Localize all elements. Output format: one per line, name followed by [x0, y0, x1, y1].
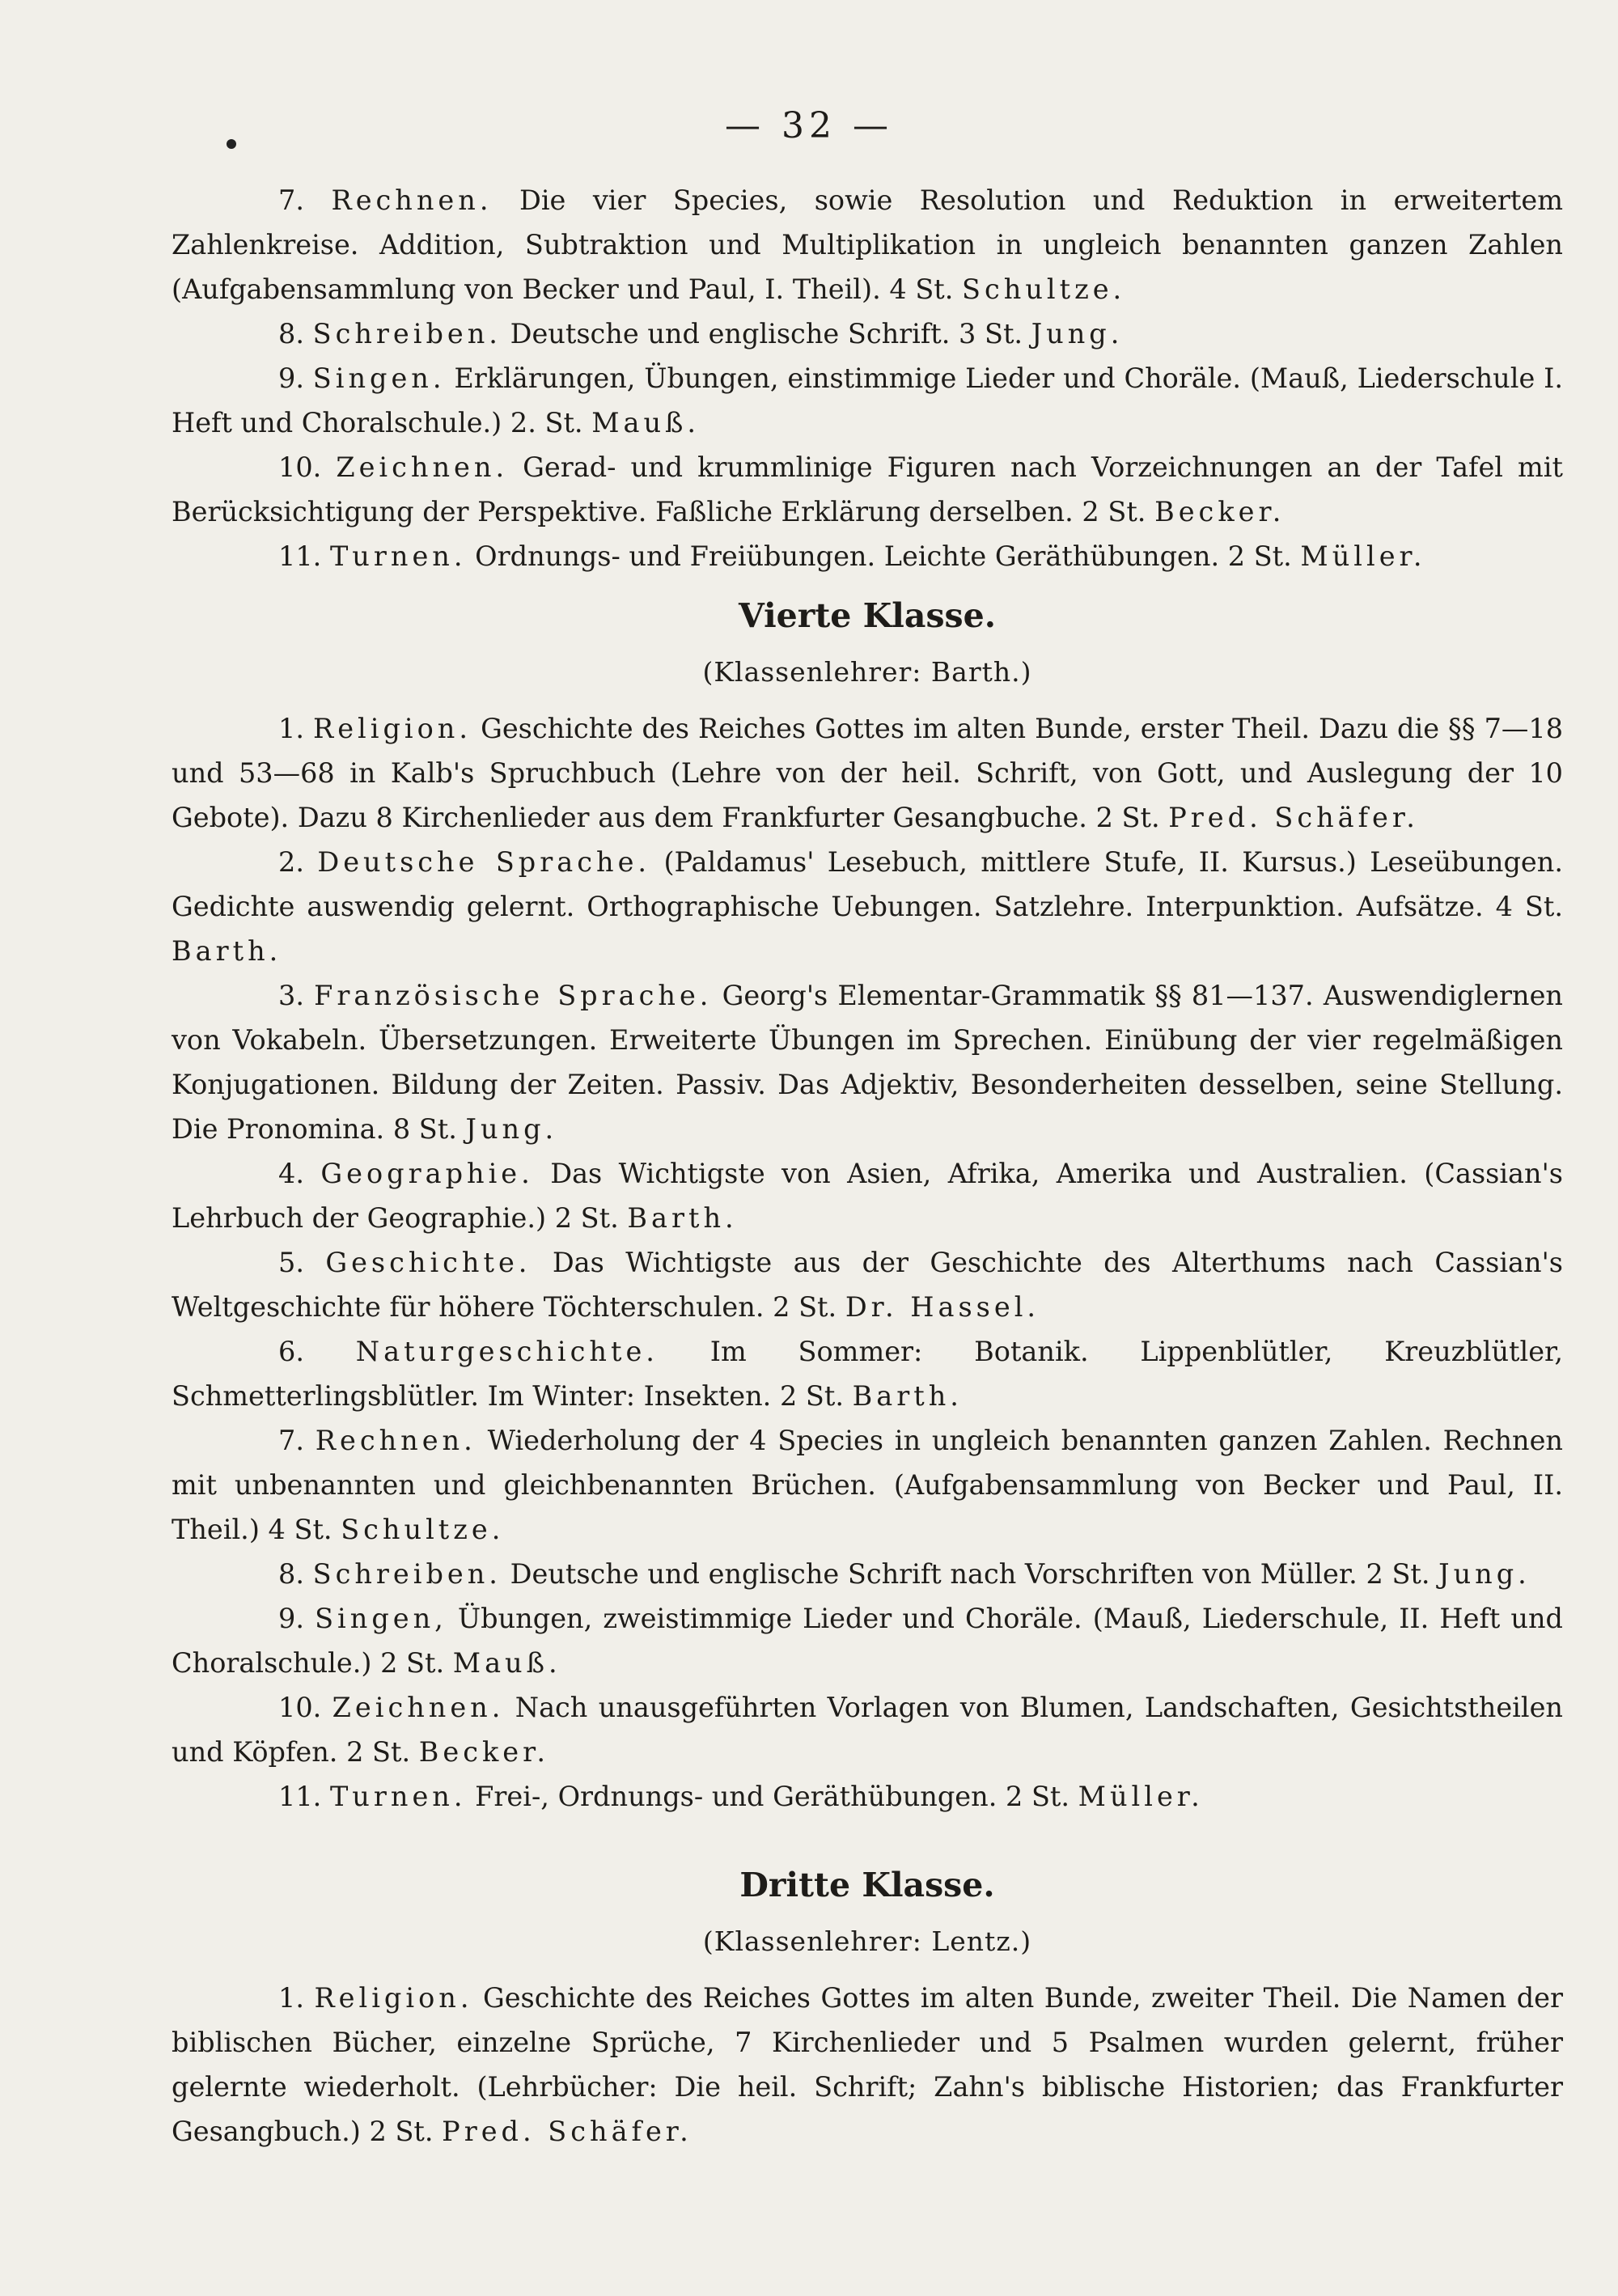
teacher: Barth.	[172, 935, 282, 967]
page-number: — 32 —	[725, 105, 893, 146]
text-run: 9.	[278, 1603, 304, 1634]
text-run: Deutsche und englische Schrift nach Vorschriften von Müller. 2 St.	[510, 1558, 1439, 1590]
course-paragraph	[172, 1976, 1563, 2154]
course-paragraph	[172, 1596, 1563, 1685]
text-run: Erklärungen, Übungen, einstimmige Lieder und Choräle. (Mauß, Liederschule I. Heft und Choralschule.) 2. St.	[172, 362, 1563, 438]
text-run: Frei-, Ordnungs- und Geräthübungen. 2 St.	[475, 1781, 1078, 1812]
text-run: Das Wichtigste von Asien, Afrika, Amerika und Australien. (Cassian's Lehrbuch der Geographie.) 2 St.	[172, 1158, 1563, 1234]
teacher: Dr. Hassel.	[845, 1291, 1040, 1323]
course-paragraph	[172, 1240, 1563, 1329]
text-run: Im Sommer: Botanik. Lippenblütler, Kreuzblütler, Schmetterlingsblütler. Im Winter: Insekten. 2 St.	[172, 1336, 1564, 1412]
text-run: Nach unausgeführten Vorlagen von Blumen, Landschaften, Gesichtstheilen und Köpfen. 2 St.	[172, 1692, 1564, 1768]
text-run: 8.	[278, 1558, 304, 1590]
ink-dot	[227, 139, 236, 149]
subject: Zeichnen.	[332, 1692, 505, 1723]
course-paragraph	[172, 1329, 1563, 1418]
course-paragraph	[172, 311, 1563, 356]
course-paragraph	[172, 356, 1563, 445]
teacher: Jung.	[465, 1113, 558, 1145]
course-paragraph	[172, 840, 1563, 973]
section-previous-class	[172, 178, 1563, 578]
subject: Religion.	[313, 713, 472, 744]
subject: Singen,	[315, 1603, 447, 1634]
text-run: 5.	[278, 1247, 304, 1278]
teacher: Mauß.	[591, 407, 701, 438]
subject: Rechnen.	[315, 1425, 477, 1456]
course-paragraph	[172, 534, 1563, 578]
section-dritte-klasse	[172, 1861, 1563, 2154]
subject: Zeichnen.	[336, 451, 509, 483]
subject: Naturgeschichte.	[355, 1336, 659, 1367]
text-run: (Paldamus' Lesebuch, mittlere Stufe, II. Kursus.) Leseübungen. Gedichte auswendig gelernt. Orthographische Uebungen. Satzlehre. Interpunktion. Aufsätze. 4 St.	[172, 846, 1563, 922]
text-run: 6.	[278, 1336, 304, 1367]
section-heading: Dritte Klasse.	[739, 1866, 995, 1904]
teacher: Müller.	[1300, 540, 1426, 572]
teacher: Jung.	[1438, 1558, 1531, 1590]
teacher: Becker.	[418, 1736, 550, 1768]
subject: Deutsche Sprache.	[317, 846, 651, 878]
text-run: Georg's Elementar-Grammatik §§ 81—137. Auswendiglernen von Vokabeln. Übersetzungen. Erweiterte Übungen im Sprechen. Einübung der vier regelmäßigen Konjugationen. Bildung der Zeiten. Passiv. Das Adjektiv, Besonderheiten desselben, seine Stellung. Die Pronomina. 8 St.	[172, 980, 1563, 1145]
section-heading: Vierte Klasse.	[739, 596, 996, 635]
teacher: Barth.	[852, 1380, 963, 1412]
course-paragraph	[172, 973, 1563, 1151]
course-paragraph	[172, 178, 1563, 311]
text-run: 1.	[278, 1982, 304, 2014]
subject: Religion.	[314, 1982, 473, 2014]
text-run: 10.	[278, 451, 322, 483]
subject: Turnen.	[329, 540, 467, 572]
text-run: 7.	[278, 1425, 304, 1456]
class-teacher-line: (Klassenlehrer: Barth.)	[702, 656, 1032, 688]
text-run: 9.	[278, 362, 304, 394]
text-run: 11.	[278, 1781, 322, 1812]
teacher: Müller.	[1078, 1781, 1204, 1812]
text-run: Ordnungs- und Freiübungen. Leichte Geräthübungen. 2 St.	[475, 540, 1301, 572]
course-paragraph	[172, 1685, 1563, 1774]
text-run: 3.	[278, 980, 304, 1011]
text-run: 8.	[278, 318, 304, 349]
subject: Turnen.	[329, 1781, 467, 1812]
subject: Rechnen.	[331, 184, 493, 216]
subject: Schreiben.	[312, 1558, 502, 1590]
text-run: Deutsche und englische Schrift. 3 St.	[510, 318, 1031, 349]
text-run: Das Wichtigste aus der Geschichte des Alterthums nach Cassian's Weltgeschichte für höhere Töchterschulen. 2 St.	[172, 1247, 1564, 1323]
teacher: Schultze.	[341, 1514, 505, 1545]
teacher: Mauß.	[452, 1647, 561, 1679]
subject: Schreiben.	[312, 318, 502, 349]
text-run: 10.	[278, 1692, 322, 1723]
course-paragraph	[172, 445, 1563, 534]
text-run: 7.	[278, 184, 304, 216]
text-run: 11.	[278, 540, 322, 572]
text-run: 1.	[278, 713, 304, 744]
teacher: Barth.	[627, 1202, 738, 1234]
course-paragraph	[172, 1552, 1563, 1596]
teacher: Jung.	[1031, 318, 1124, 349]
teacher: Pred. Schäfer.	[442, 2116, 693, 2147]
subject: Geographie.	[320, 1158, 534, 1189]
text-run: Gerad- und krummlinige Figuren nach Vorzeichnungen an der Tafel mit Berücksichtigung der Perspektive. Faßliche Erklärung derselben. 2 St.	[172, 451, 1563, 527]
course-paragraph	[172, 706, 1563, 840]
subject: Singen.	[312, 362, 446, 394]
course-paragraph	[172, 1151, 1563, 1240]
text-run: 2.	[278, 846, 304, 878]
class-teacher-line: (Klassenlehrer: Lentz.)	[702, 1925, 1032, 1957]
subject: Geschichte.	[325, 1247, 532, 1278]
section-vierte-klasse	[172, 591, 1563, 1819]
text-run: Wiederholung der 4 Species in ungleich benannten ganzen Zahlen. Rechnen mit unbenannten und gleichbenannten Brüchen. (Aufgabensammlung von Becker und Paul, II. Theil.) 4 St.	[172, 1425, 1563, 1545]
text-run: Geschichte des Reiches Gottes im alten Bunde, erster Theil. Dazu die §§ 7—18 und 53—68 in Kalb's Spruchbuch (Lehre von der heil. Schrift, von Gott, und Auslegung der 10 Gebote). Dazu 8 Kirchenlieder aus dem Frankfurter Gesangbuche. 2 St.	[172, 713, 1564, 833]
teacher: Pred. Schäfer.	[1168, 802, 1419, 833]
course-paragraph	[172, 1774, 1563, 1819]
text-run: Übungen, zweistimmige Lieder und Choräle. (Mauß, Liederschule, II. Heft und Choralschule.) 2 St.	[172, 1603, 1564, 1679]
text-run: Geschichte des Reiches Gottes im alten Bunde, zweiter Theil. Die Namen der biblischen Bücher, einzelne Sprüche, 7 Kirchenlieder und 5 Psalmen wurden gelernt, früher gelernte wiederholt. (Lehrbücher: Die heil. Schrift; Zahn's biblische Historien; das Frankfurter Gesangbuch.) 2 St.	[172, 1982, 1563, 2147]
text-run: Die vier Species, sowie Resolution und Reduktion in erweitertem Zahlenkreise. Addition, Subtraktion und Multiplikation in ungleich benannten ganzen Zahlen (Aufgabensammlung von Becker und Paul, I. Theil). 4 St.	[172, 184, 1563, 305]
teacher: Schultze.	[962, 273, 1126, 305]
text-run: 4.	[278, 1158, 304, 1189]
subject: Französische Sprache.	[314, 980, 713, 1011]
course-paragraph	[172, 1418, 1563, 1552]
page-content	[172, 178, 1563, 2154]
teacher: Becker.	[1154, 496, 1286, 527]
